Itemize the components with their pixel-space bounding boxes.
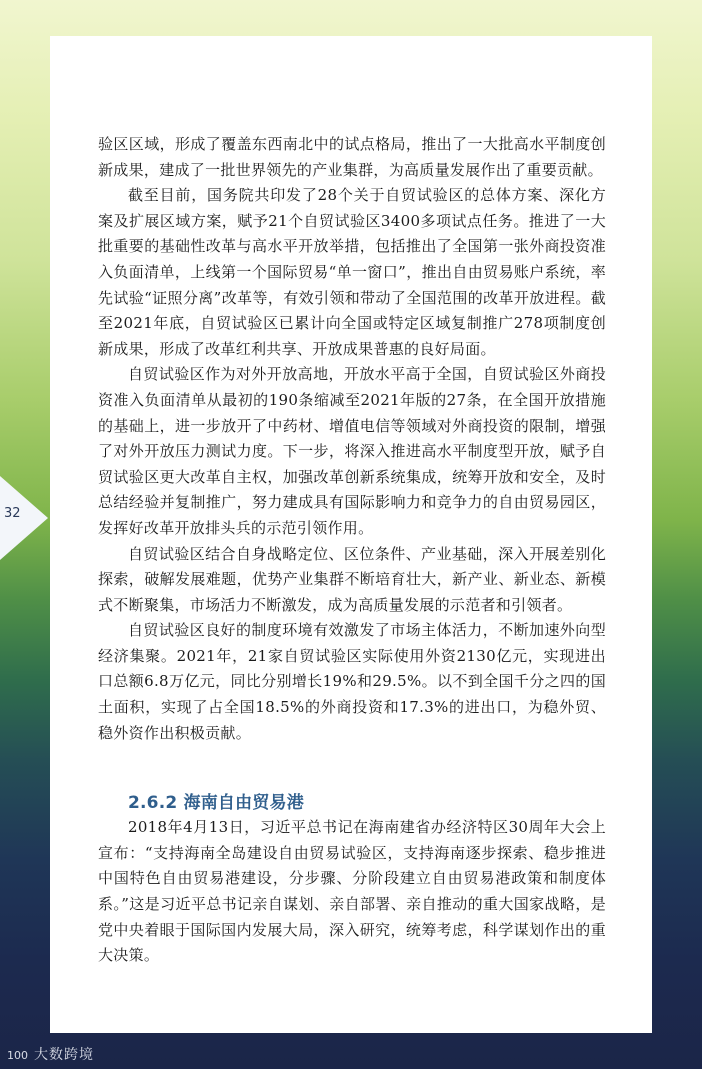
body-paragraph-2: 截至目前，国务院共印发了28个关于自贸试验区的总体方案、深化方案及扩展区域方案，赋予21个自贸试验区3400多项试点任务。推进了一大批重要的基础性改革与高水平开放举措，包括推出了全国第一张外商投资准入负面清单，上线第一个国际贸易“单一窗口”，推出自由贸易账户系统，率先试验“证照分离”改革等，有效引领和带动了全国范围的改革开放进程。截至2021年底，自贸试验区已累计向全国或特定区域复制推广278项制度创新成果，形成了改革红利共享、开放成果普惠的良好局面。 bbox=[98, 186, 606, 358]
body-paragraph-5: 自贸试验区良好的制度环境有效激发了市场主体活力，不断加速外向型经济集聚。2021年，21家自贸试验区实际使用外资2130亿元，实现进出口总额6.8万亿元，同比分别增长19%和29.5%。以不到全国千分之四的国土面积，实现了占全国18.5%的外商投资和17.3%的进出口，为稳外贸、稳外资作出积极贡献。 bbox=[98, 621, 606, 742]
document-page bbox=[50, 36, 652, 1033]
body-paragraph-4: 自贸试验区结合自身战略定位、区位条件、产业基础，深入开展差别化探索，破解发展难题，优势产业集群不断培育壮大，新产业、新业态、新模式不断聚集，市场活力不断激发，成为高质量发展的示范者和引领者。 bbox=[98, 544, 606, 614]
body-paragraph-1: 验区区域，形成了覆盖东西南北中的试点格局，推出了一大批高水平制度创新成果，建成了一批世界领先的产业集群，为高质量发展作出了重要贡献。 bbox=[98, 135, 606, 179]
watermark-logo-text: 100 bbox=[7, 1049, 28, 1062]
section-heading: 2.6.2 海南自由贸易港 bbox=[128, 793, 304, 814]
section-paragraph-1: 2018年4月13日，习近平总书记在海南建省办经济特区30周年大会上宣布：“支持海南全岛建设自由贸易试验区，支持海南逐步探索、稳步推进中国特色自由贸易港建设，分步骤、分阶段建立自由贸易港政策和制度体系。”这是习近平总书记亲自谋划、亲自部署、亲自推动的重大国家战略，是党中央着眼于国际国内发展大局，深入研究，统筹考虑，科学谋划作出的重大决策。 bbox=[98, 818, 606, 965]
page-content bbox=[98, 132, 606, 969]
watermark-text: 大数跨境 bbox=[34, 1047, 94, 1063]
watermark bbox=[6, 1042, 94, 1066]
page-number: 32 bbox=[4, 506, 21, 521]
body-paragraph-3: 自贸试验区作为对外开放高地，开放水平高于全国，自贸试验区外商投资准入负面清单从最初的190条缩减至2021年版的27条，在全国开放措施的基础上，进一步放开了中药材、增值电信等领域对外商投资的限制，增强了对外开放压力测试力度。下一步，将深入推进高水平制度型开放，赋予自贸试验区更大改革自主权，加强改革创新系统集成，统筹开放和安全，及时总结经验并复制推广，努力建成具有国际影响力和竞争力的自由贸易园区，发挥好改革开放排头兵的示范引领作用。 bbox=[98, 365, 606, 537]
watermark-logo-icon bbox=[6, 1043, 28, 1065]
